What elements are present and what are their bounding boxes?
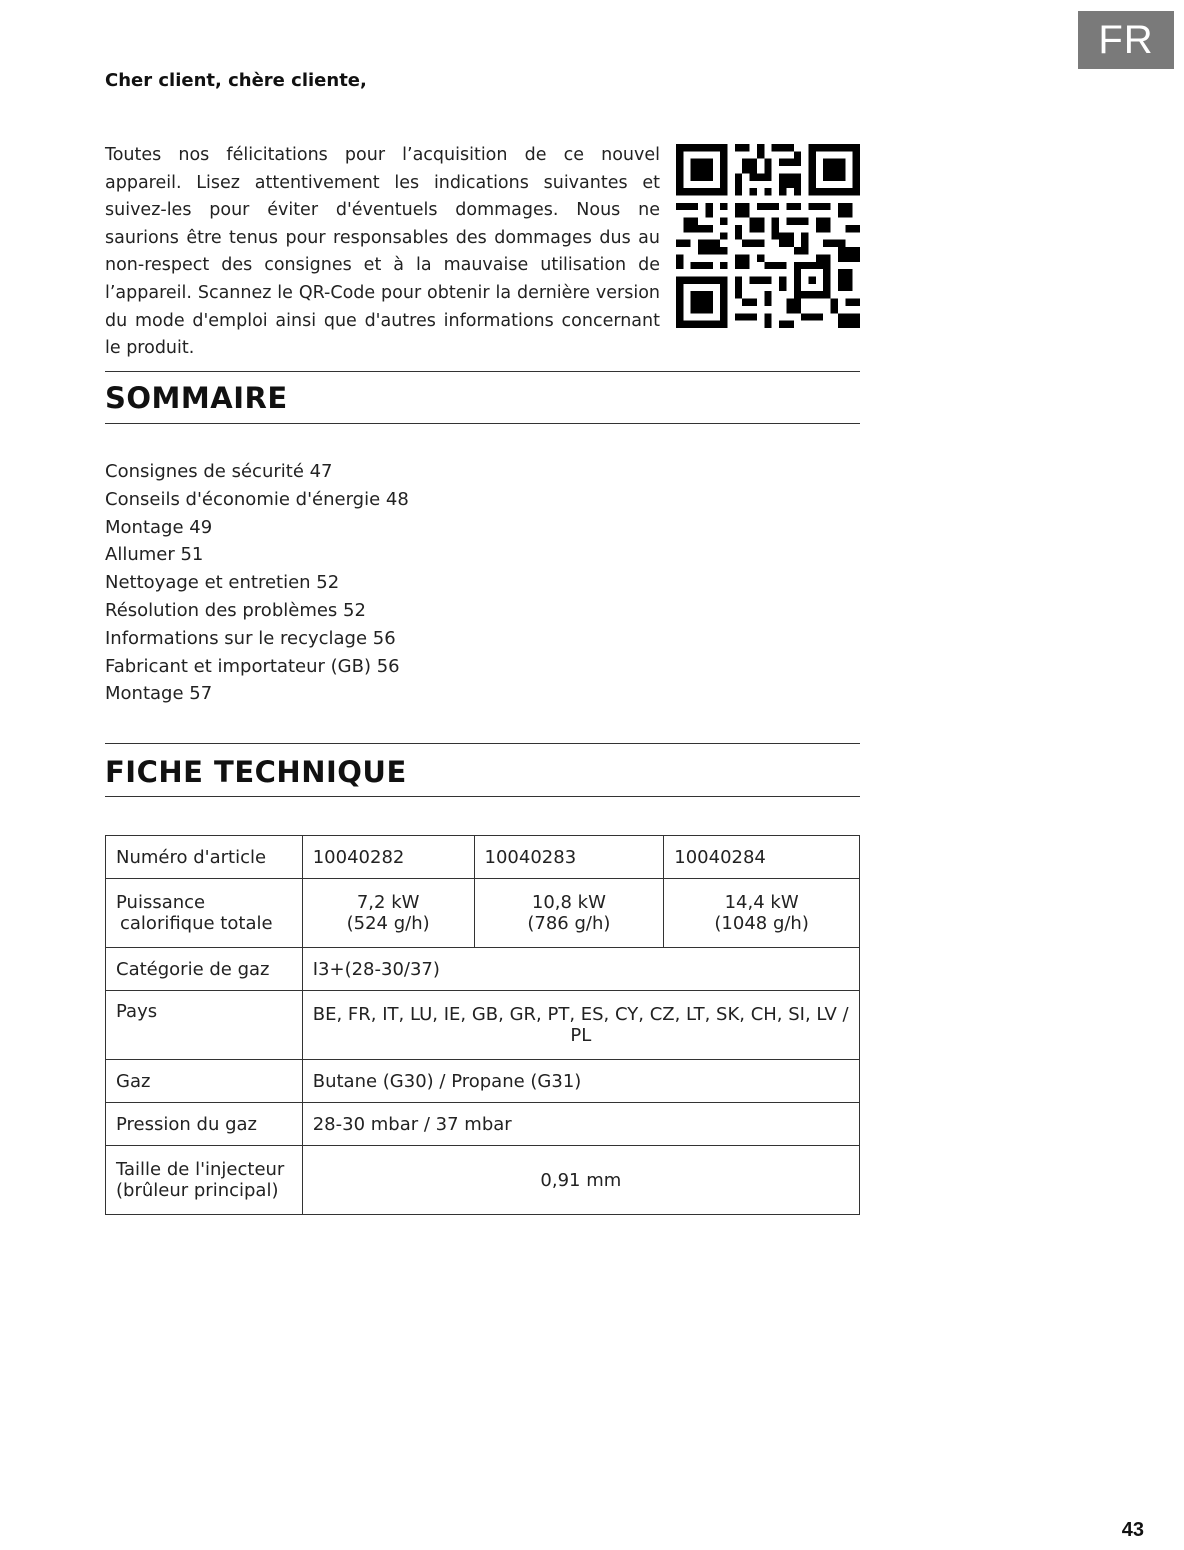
table-row xyxy=(106,879,860,948)
pressure-label: Pression du gaz xyxy=(106,1103,303,1146)
table-of-contents xyxy=(105,458,409,708)
countries-line: BE, FR, IT, LU, IE, GB, GR, PT, ES, CY, CZ, LT, SK, CH, SI, LV / xyxy=(312,1004,849,1025)
divider xyxy=(105,743,860,744)
article-label: Numéro d'article xyxy=(106,836,303,879)
pressure-value: 28-30 mbar / 37 mbar xyxy=(302,1103,859,1146)
injector-label-line: Taille de l'injecteur xyxy=(116,1159,285,1180)
toc-item: Nettoyage et entretien 52 xyxy=(105,572,340,594)
intro-paragraph: Toutes nos félicitations pour l’acquisition de ce nouvel appareil. Lisez attentivement les indications suivantes et suivez-les pour éviter d'éventuels dommages. Nous ne saurions être tenus pour responsables des dommages dus au non-respect des consignes et à la mauvaise utilisation de l’appareil. Scannez le QR-Code pour obtenir la dernière version du mode d'emploi ainsi que d'autres informations concernant le produit. xyxy=(105,145,660,359)
power-label xyxy=(106,879,303,948)
table-row xyxy=(106,836,860,879)
toc-item: Consignes de sécurité 47 xyxy=(105,461,333,482)
table-row xyxy=(106,1060,860,1103)
power-label-line: calorifique totale xyxy=(120,913,273,934)
power-kw: 14,4 kW xyxy=(724,892,799,913)
countries-value xyxy=(302,991,859,1060)
table-row xyxy=(106,948,860,991)
injector-label-line: (brûleur principal) xyxy=(116,1180,279,1201)
power-kw: 10,8 kW xyxy=(531,892,606,913)
power-value xyxy=(664,879,860,948)
toc-item: Informations sur le recyclage 56 xyxy=(105,627,396,649)
power-rate: (786 g/h) xyxy=(527,913,611,934)
divider xyxy=(105,423,860,424)
language-badge: FR xyxy=(1078,11,1174,69)
injector-label xyxy=(106,1146,303,1215)
injector-value: 0,91 mm xyxy=(302,1146,859,1215)
gas-label: Gaz xyxy=(106,1060,303,1103)
spec-table xyxy=(105,835,860,1215)
qr-code xyxy=(676,144,860,328)
power-rate: (1048 g/h) xyxy=(714,913,809,934)
spec-title: FICHE TECHNIQUE xyxy=(105,755,407,789)
power-value xyxy=(474,879,664,948)
page-number: 43 xyxy=(1121,1519,1144,1541)
table-row xyxy=(106,1103,860,1146)
divider xyxy=(105,796,860,797)
toc-item: Allumer 51 xyxy=(105,544,204,566)
toc-item: Montage 49 xyxy=(105,516,213,538)
toc-item: Fabricant et importateur (GB) 56 xyxy=(105,655,400,677)
power-rate: (524 g/h) xyxy=(346,913,430,934)
gas-value: Butane (G30) / Propane (G31) xyxy=(302,1060,859,1103)
power-kw: 7,2 kW xyxy=(356,892,420,913)
article-number: 10040282 xyxy=(302,836,474,879)
table-row xyxy=(106,1146,860,1215)
toc-item: Conseils d'économie d'énergie 48 xyxy=(105,488,409,510)
article-number: 10040284 xyxy=(664,836,860,879)
category-label: Catégorie de gaz xyxy=(106,948,303,991)
table-row xyxy=(106,991,860,1060)
toc-item: Résolution des problèmes 52 xyxy=(105,599,366,621)
power-value xyxy=(302,879,474,948)
power-label-line: Puissance xyxy=(116,892,206,913)
toc-item: Montage 57 xyxy=(105,683,213,705)
category-value: I3+(28-30/37) xyxy=(302,948,859,991)
article-number: 10040283 xyxy=(474,836,664,879)
greeting: Cher client, chère cliente, xyxy=(105,70,367,91)
toc-title: SOMMAIRE xyxy=(105,381,288,415)
countries-line: PL xyxy=(570,1025,592,1046)
countries-label: Pays xyxy=(106,991,303,1060)
divider xyxy=(105,371,860,372)
